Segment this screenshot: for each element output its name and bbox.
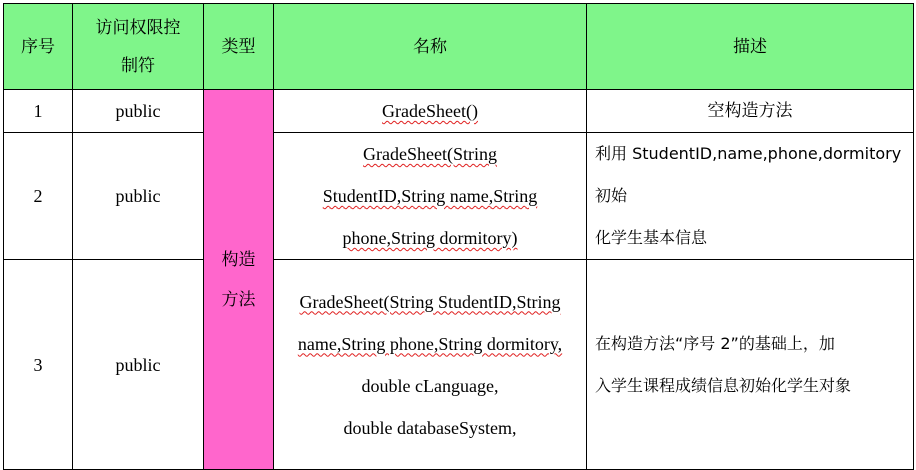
row-desc: 空构造方法 [587,90,914,133]
type-cell [204,90,274,470]
header-access-line1: 访问权限控 [95,17,181,38]
row-name-text: GradeSheet() [382,101,478,121]
header-row [4,4,914,90]
row-desc [587,133,914,260]
table-row [4,90,914,133]
header-seq: 序号 [4,4,73,90]
table-row [4,260,914,470]
row-name-line: GradeSheet(String StudentID,String [299,291,561,312]
row-name [274,260,587,470]
row-desc-line: 利用 StudentID,name,phone,dormitory 初始 [595,144,902,205]
row-desc-line: 在构造方法“序号 2”的基础上，加 [595,333,835,353]
row-name [274,90,587,133]
row-seq: 1 [4,90,73,133]
header-type: 类型 [204,4,274,90]
header-access [73,4,204,90]
row-name-line: phone,String dormitory) [342,228,518,248]
row-name-line: StudentID,String name,String [322,186,538,206]
row-name-line: double databaseSystem, [343,417,517,438]
row-desc [587,260,914,470]
type-line1: 构造 [221,249,256,270]
header-access-line2: 制符 [121,55,155,76]
row-access: public [73,133,204,260]
row-seq: 3 [4,260,73,470]
type-line2: 方法 [221,289,256,310]
row-name-line: double cLanguage, [361,375,499,396]
header-desc: 描述 [587,4,914,90]
row-desc-line: 入学生课程成绩信息初始化学生对象 [595,375,852,395]
table-row [4,133,914,260]
row-name-line: GradeSheet(String [363,144,497,164]
constructor-table [3,3,914,470]
row-name-line: name,String phone,String dormitory, [297,333,563,354]
row-access: public [73,90,204,133]
row-name [274,133,587,260]
row-access: public [73,260,204,470]
header-name: 名称 [274,4,587,90]
row-desc-line: 化学生基本信息 [595,228,708,247]
row-seq: 2 [4,133,73,260]
